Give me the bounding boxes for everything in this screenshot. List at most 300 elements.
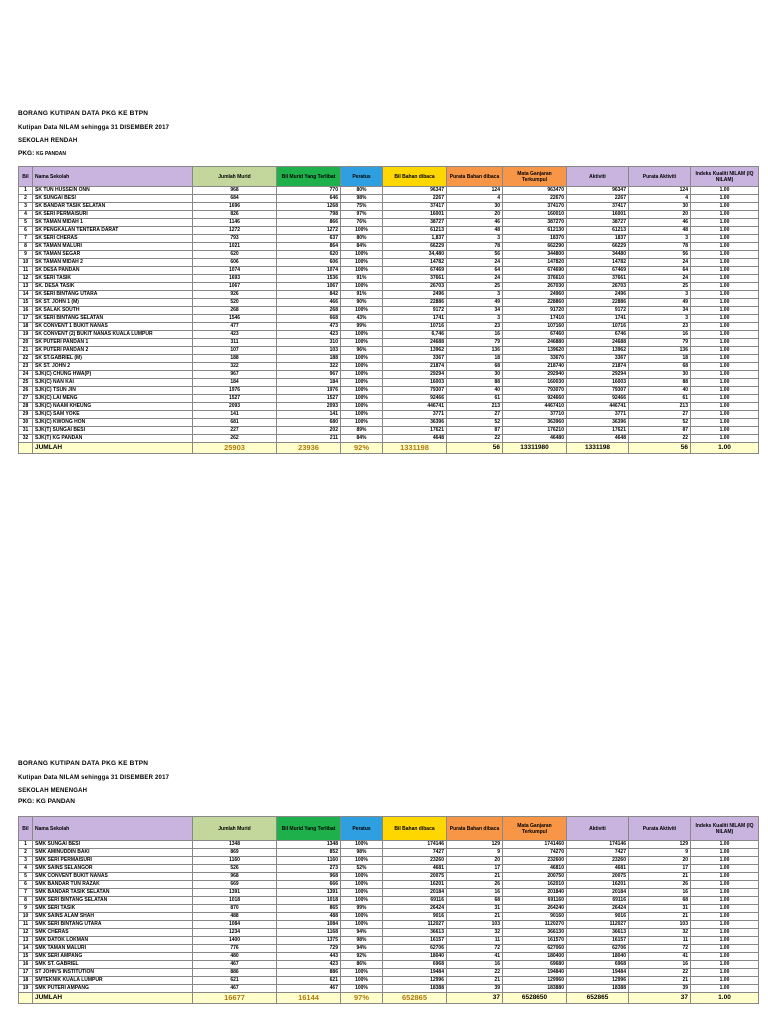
table-cell: 26 (19, 387, 33, 395)
table-cell: 18 (19, 977, 33, 985)
table-row (19, 307, 759, 315)
table-cell: 1837 (567, 235, 629, 243)
table-cell: 26424 (383, 905, 447, 913)
table-cell: 43% (341, 315, 383, 323)
table-cell: SMK PUTERI AMPANG (33, 985, 193, 993)
table-cell: 20075 (383, 873, 447, 881)
table-cell: 16157 (567, 937, 629, 945)
table-cell: 18040 (567, 953, 629, 961)
table-cell: 262 (193, 435, 277, 443)
table-row (19, 299, 759, 307)
table-cell: 520 (193, 299, 277, 307)
table-cell: 467 (277, 985, 341, 993)
table-cell: 10 (19, 259, 33, 267)
table-cell: 6 (19, 881, 33, 889)
table-cell: 17410 (503, 315, 567, 323)
table-cell: 84% (341, 435, 383, 443)
total-bahan: 652865 (383, 993, 447, 1004)
table-cell: 798 (277, 211, 341, 219)
table-cell: SMK DATOK LOKMAN (33, 937, 193, 945)
table-cell: 100% (341, 873, 383, 881)
table-cell: 1067 (277, 283, 341, 291)
table-cell: 28 (19, 403, 33, 411)
table-cell: 1.00 (691, 379, 759, 387)
table-cell: 473 (277, 323, 341, 331)
table-cell: 18 (629, 355, 691, 363)
table-cell: 37661 (383, 275, 447, 283)
table-cell: 38727 (567, 219, 629, 227)
table-cell: 1.00 (691, 985, 759, 993)
table-row (19, 985, 759, 993)
table-cell: 69680 (503, 961, 567, 969)
table-cell: 967 (193, 371, 277, 379)
total-murid: 16677 (193, 993, 277, 1004)
table-cell: 11 (629, 937, 691, 945)
table-cell: 16201 (567, 881, 629, 889)
table-cell: 968 (193, 187, 277, 195)
table-row (19, 937, 759, 945)
table-cell: 480 (193, 953, 277, 961)
table-cell: 387270 (503, 219, 567, 227)
table-cell: 3 (447, 235, 503, 243)
table-cell: 1168 (277, 929, 341, 937)
pkg-value: KG PANDAN (36, 798, 75, 805)
table-cell: 1.00 (691, 865, 759, 873)
table-cell: 100% (341, 913, 383, 921)
table-cell: 99% (341, 323, 383, 331)
table-cell: 98% (341, 937, 383, 945)
table-row (19, 379, 759, 387)
table-cell: 9172 (383, 307, 447, 315)
table-row (19, 857, 759, 865)
table-cell: 1.00 (691, 371, 759, 379)
table-row (19, 897, 759, 905)
header-bahan-dibaca: Bil Bahan dibaca (383, 167, 447, 187)
table-cell: 107160 (503, 323, 567, 331)
table-cell: 41 (629, 953, 691, 961)
total-bahan: 1331198 (383, 443, 447, 454)
table-cell: 446741 (383, 403, 447, 411)
table-cell: 268 (193, 307, 277, 315)
table-cell: 18388 (567, 985, 629, 993)
table-cell: 310 (277, 339, 341, 347)
table-row (19, 195, 759, 203)
table-cell: 1084 (193, 921, 277, 929)
table-cell: 68 (447, 363, 503, 371)
table-cell: 16003 (383, 379, 447, 387)
table-cell: 25 (19, 379, 33, 387)
table-cell: 129 (447, 841, 503, 849)
table-cell: 96347 (567, 187, 629, 195)
table-cell: 322 (277, 363, 341, 371)
table-cell: 52 (629, 419, 691, 427)
table-cell: 46 (447, 219, 503, 227)
table-cell: SK SERI PERMAISURI (33, 211, 193, 219)
table-cell: 1741 (567, 315, 629, 323)
table-cell: 34 (629, 307, 691, 315)
table-row (19, 259, 759, 267)
table-cell: SJK(C) KWONG HON (33, 419, 193, 427)
table-cell: 17621 (567, 427, 629, 435)
table-cell: 12996 (383, 977, 447, 985)
table-cell: 3 (629, 315, 691, 323)
table-cell: 3 (19, 857, 33, 865)
header-aktiviti: Aktiviti (567, 167, 629, 187)
table-cell: 842 (277, 291, 341, 299)
table-cell: 24 (447, 275, 503, 283)
table-cell: 22 (447, 435, 503, 443)
table-cell: 26 (629, 881, 691, 889)
table-cell: 620 (193, 251, 277, 259)
table-row (19, 841, 759, 849)
table-cell: 100% (341, 403, 383, 411)
table-cell: 11 (19, 921, 33, 929)
table-cell: SK. DESA TASIK (33, 283, 193, 291)
table-cell: 3 (447, 291, 503, 299)
table-header-row (19, 817, 759, 841)
table-cell: 21 (447, 977, 503, 985)
table-cell: 41 (447, 953, 503, 961)
total-terlibat: 16144 (277, 993, 341, 1004)
table-cell: 15 (19, 953, 33, 961)
total-aktiviti: 1331198 (567, 443, 629, 454)
table-cell: 21 (629, 873, 691, 881)
table-cell: 100% (341, 857, 383, 865)
table-cell: 1.00 (691, 945, 759, 953)
table-cell: 76% (341, 219, 383, 227)
table-cell: 80% (341, 235, 383, 243)
table-cell: 9 (19, 251, 33, 259)
table-cell: 16 (447, 331, 503, 339)
table-cell: 46810 (503, 865, 567, 873)
table-cell: SJK(T) KG PANDAN (33, 435, 193, 443)
table-row (19, 211, 759, 219)
table-cell: 96% (341, 347, 383, 355)
table-cell: 1.00 (691, 929, 759, 937)
table-cell: 2 (19, 849, 33, 857)
table-cell: 4467410 (503, 403, 567, 411)
header-bil: Bil (19, 167, 33, 187)
table-cell: 78 (447, 243, 503, 251)
table-cell: 32 (629, 929, 691, 937)
table-cell: 90160 (503, 913, 567, 921)
table-cell: 1.00 (691, 961, 759, 969)
section-sekolah-rendah (18, 110, 758, 500)
table-cell: 64 (447, 267, 503, 275)
table-cell: 23260 (383, 857, 447, 865)
table-cell: 11 (447, 937, 503, 945)
table-cell: 6746 (567, 331, 629, 339)
table-cell: 292940 (503, 371, 567, 379)
table-cell: 22 (447, 969, 503, 977)
table-cell: 16 (629, 331, 691, 339)
total-murid: 25903 (193, 443, 277, 454)
table-cell: 1.00 (691, 275, 759, 283)
table-cell: 21 (629, 977, 691, 985)
table-cell: SK PENGKALAN TENTERA DARAT (33, 227, 193, 235)
table-cell: 1.00 (691, 299, 759, 307)
table-cell: 79307 (383, 387, 447, 395)
table-cell: 866 (277, 219, 341, 227)
table-cell: 6968 (567, 961, 629, 969)
table-row (19, 953, 759, 961)
table-cell: 227 (193, 427, 277, 435)
table-cell: SMK SAINS ALAM SHAH (33, 913, 193, 921)
table-cell: 141 (277, 411, 341, 419)
table-cell: 15 (19, 299, 33, 307)
table-cell: 2496 (567, 291, 629, 299)
table-cell: 20 (447, 211, 503, 219)
table-cell: 1.00 (691, 323, 759, 331)
table-cell: 1.00 (691, 355, 759, 363)
table-cell: 1.00 (691, 881, 759, 889)
table-cell: 776 (193, 945, 277, 953)
table-cell: 21 (19, 347, 33, 355)
table-cell: 4 (19, 865, 33, 873)
table-cell: 968 (277, 873, 341, 881)
table-cell: 18040 (383, 953, 447, 961)
table-cell: 13 (19, 937, 33, 945)
table-row (19, 323, 759, 331)
table-cell: SK PUTERI PANDAN 2 (33, 347, 193, 355)
table-cell: 4 (629, 195, 691, 203)
table-cell: 18 (19, 323, 33, 331)
table-cell: 366130 (503, 929, 567, 937)
table-cell: 1.00 (691, 897, 759, 905)
table-cell: 826 (193, 211, 277, 219)
header-purata-aktiviti: Purata Aktiviti (629, 167, 691, 187)
table-cell: 17621 (383, 427, 447, 435)
table-cell: 3367 (383, 355, 447, 363)
pkg-label: PKG: (18, 150, 35, 157)
table-cell: 72 (447, 945, 503, 953)
table-cell: 2093 (277, 403, 341, 411)
table-cell: 26 (447, 881, 503, 889)
table-cell: 88 (629, 379, 691, 387)
table-cell: 1021 (193, 243, 277, 251)
table-cell: 87 (447, 427, 503, 435)
table-cell: 3367 (567, 355, 629, 363)
table-cell: 100% (341, 227, 383, 235)
table-cell: 74270 (503, 849, 567, 857)
table-cell: 4 (447, 195, 503, 203)
table-cell: 96347 (383, 187, 447, 195)
table-cell: 23 (629, 323, 691, 331)
table-cell: SK SALAK SOUTH (33, 307, 193, 315)
table-cell: 100% (341, 985, 383, 993)
table-cell: 8 (19, 243, 33, 251)
table-cell: SK SUNGAI BESI (33, 195, 193, 203)
table-row (19, 315, 759, 323)
table-cell: 87 (629, 427, 691, 435)
table-cell: 467 (193, 961, 277, 969)
table-cell: 61 (447, 395, 503, 403)
table-cell: 1120270 (503, 921, 567, 929)
table-cell: 103 (447, 921, 503, 929)
table-cell: 37417 (383, 203, 447, 211)
table-cell: 26703 (383, 283, 447, 291)
table-cell: 674690 (503, 267, 567, 275)
table-cell: 16157 (383, 937, 447, 945)
table-cell: 9 (447, 849, 503, 857)
table-cell: 48 (447, 227, 503, 235)
table-cell: 16 (447, 889, 503, 897)
table-cell: 228860 (503, 299, 567, 307)
table-cell: 24688 (383, 339, 447, 347)
table-cell: 21 (629, 913, 691, 921)
table-row (19, 331, 759, 339)
table-cell: 89% (341, 427, 383, 435)
table-cell: 968 (193, 873, 277, 881)
table-cell: 1.00 (691, 387, 759, 395)
table-cell: 34 (447, 307, 503, 315)
table-cell: 4648 (383, 435, 447, 443)
table-row (19, 395, 759, 403)
table-cell: 29294 (383, 371, 447, 379)
table-row (19, 403, 759, 411)
table-cell: 100% (341, 251, 383, 259)
table-cell: 1.00 (691, 243, 759, 251)
header-bil: Bil (19, 817, 33, 841)
table-cell: 16003 (567, 379, 629, 387)
table-cell: 141 (193, 411, 277, 419)
table-cell: 100% (341, 889, 383, 897)
table-cell: 46 (629, 219, 691, 227)
table-cell: 174146 (383, 841, 447, 849)
table-cell: 21874 (567, 363, 629, 371)
table-cell: 963470 (503, 187, 567, 195)
table-cell: 147820 (503, 259, 567, 267)
table-cell: 729 (277, 945, 341, 953)
table-cell: 1.00 (691, 905, 759, 913)
table-cell: 103 (277, 347, 341, 355)
table-row (19, 291, 759, 299)
total-purata: 56 (447, 443, 503, 454)
table-cell: 620 (277, 251, 341, 259)
table-cell: 20075 (567, 873, 629, 881)
table-cell: 124 (447, 187, 503, 195)
table-cell: 64 (629, 267, 691, 275)
form-subtitle: Kutipan Data NILAM sehingga 31 DISEMBER 2017 (18, 775, 170, 781)
table-row (19, 275, 759, 283)
total-peratus: 97% (341, 993, 383, 1004)
table-cell: 84% (341, 243, 383, 251)
table-row (19, 961, 759, 969)
table-row (19, 339, 759, 347)
table-cell: 22 (629, 435, 691, 443)
table-cell: 213 (447, 403, 503, 411)
table-cell: 69116 (383, 897, 447, 905)
table-cell: 91% (341, 275, 383, 283)
table-cell: 62706 (383, 945, 447, 953)
table-cell: 19484 (383, 969, 447, 977)
table-cell: 36613 (567, 929, 629, 937)
header-nama-sekolah: Nama Sekolah (33, 817, 193, 841)
table-cell: 3 (447, 315, 503, 323)
table-cell: 1.00 (691, 857, 759, 865)
table-cell: 24 (629, 275, 691, 283)
table-cell: 10716 (567, 323, 629, 331)
table-cell: 17 (629, 865, 691, 873)
table-cell: 69116 (567, 897, 629, 905)
table-cell: 1.00 (691, 315, 759, 323)
table-cell: 17 (19, 969, 33, 977)
table-cell: 467 (193, 985, 277, 993)
total-row (19, 443, 759, 454)
data-table (18, 816, 759, 1004)
table-cell: SJK(C) NAN KAI (33, 379, 193, 387)
table-cell: 612130 (503, 227, 567, 235)
table-cell: 103 (629, 921, 691, 929)
pkg-label: PKG: (18, 798, 35, 805)
table-cell: 1.00 (691, 411, 759, 419)
table-cell: 926 (193, 291, 277, 299)
table-cell: SK SERI BINTANG UTARA (33, 291, 193, 299)
table-cell: 68 (447, 897, 503, 905)
table-cell: SMK AMINUDDIN BAKI (33, 849, 193, 857)
table-cell: 79307 (567, 387, 629, 395)
total-row (19, 993, 759, 1004)
table-cell: 6,746 (383, 331, 447, 339)
table-cell: 49 (629, 299, 691, 307)
table-cell: 67460 (503, 331, 567, 339)
table-cell: 24 (629, 259, 691, 267)
table-cell: SJK(C) NAAM KHEUNG (33, 403, 193, 411)
table-cell: 363960 (503, 419, 567, 427)
table-cell: 21 (447, 873, 503, 881)
table-cell: 180400 (503, 953, 567, 961)
table-cell: 666 (277, 881, 341, 889)
table-cell: SJK(C) CHUNG HWA(P) (33, 371, 193, 379)
table-cell: 34,480 (383, 251, 447, 259)
table-cell: 38727 (383, 219, 447, 227)
table-row (19, 849, 759, 857)
table-cell: 183880 (503, 985, 567, 993)
table-cell: 3 (629, 235, 691, 243)
table-row (19, 905, 759, 913)
table-cell: 488 (193, 913, 277, 921)
table-cell: 160010 (503, 211, 567, 219)
table-cell: 202 (277, 427, 341, 435)
table-cell: SK TAMAN MALURI (33, 243, 193, 251)
table-row (19, 881, 759, 889)
table-cell: 7 (19, 889, 33, 897)
table-cell: 1.00 (691, 889, 759, 897)
table-cell: 6968 (383, 961, 447, 969)
table-cell: 27 (447, 411, 503, 419)
table-cell: 24960 (503, 291, 567, 299)
table-cell: 1.00 (691, 235, 759, 243)
table-cell: 2496 (383, 291, 447, 299)
table-row (19, 387, 759, 395)
table-cell: 40 (447, 387, 503, 395)
table-cell: SMK SUNGAI BESI (33, 841, 193, 849)
table-cell: 9 (629, 849, 691, 857)
table-cell: 9016 (383, 913, 447, 921)
table-cell: 344800 (503, 251, 567, 259)
table-cell: 97% (341, 211, 383, 219)
table-cell: 17 (19, 315, 33, 323)
table-cell: 25 (447, 283, 503, 291)
table-cell: 26703 (567, 283, 629, 291)
table-cell: 1.00 (691, 211, 759, 219)
header-purata-aktiviti: Purata Aktiviti (629, 817, 691, 841)
table-cell: 27 (19, 395, 33, 403)
table-row (19, 435, 759, 443)
table-cell: SMTEKNIK KUALA LUMPUR (33, 977, 193, 985)
header-jumlah-murid: Jumlah Murid (193, 817, 277, 841)
table-cell: 92466 (383, 395, 447, 403)
